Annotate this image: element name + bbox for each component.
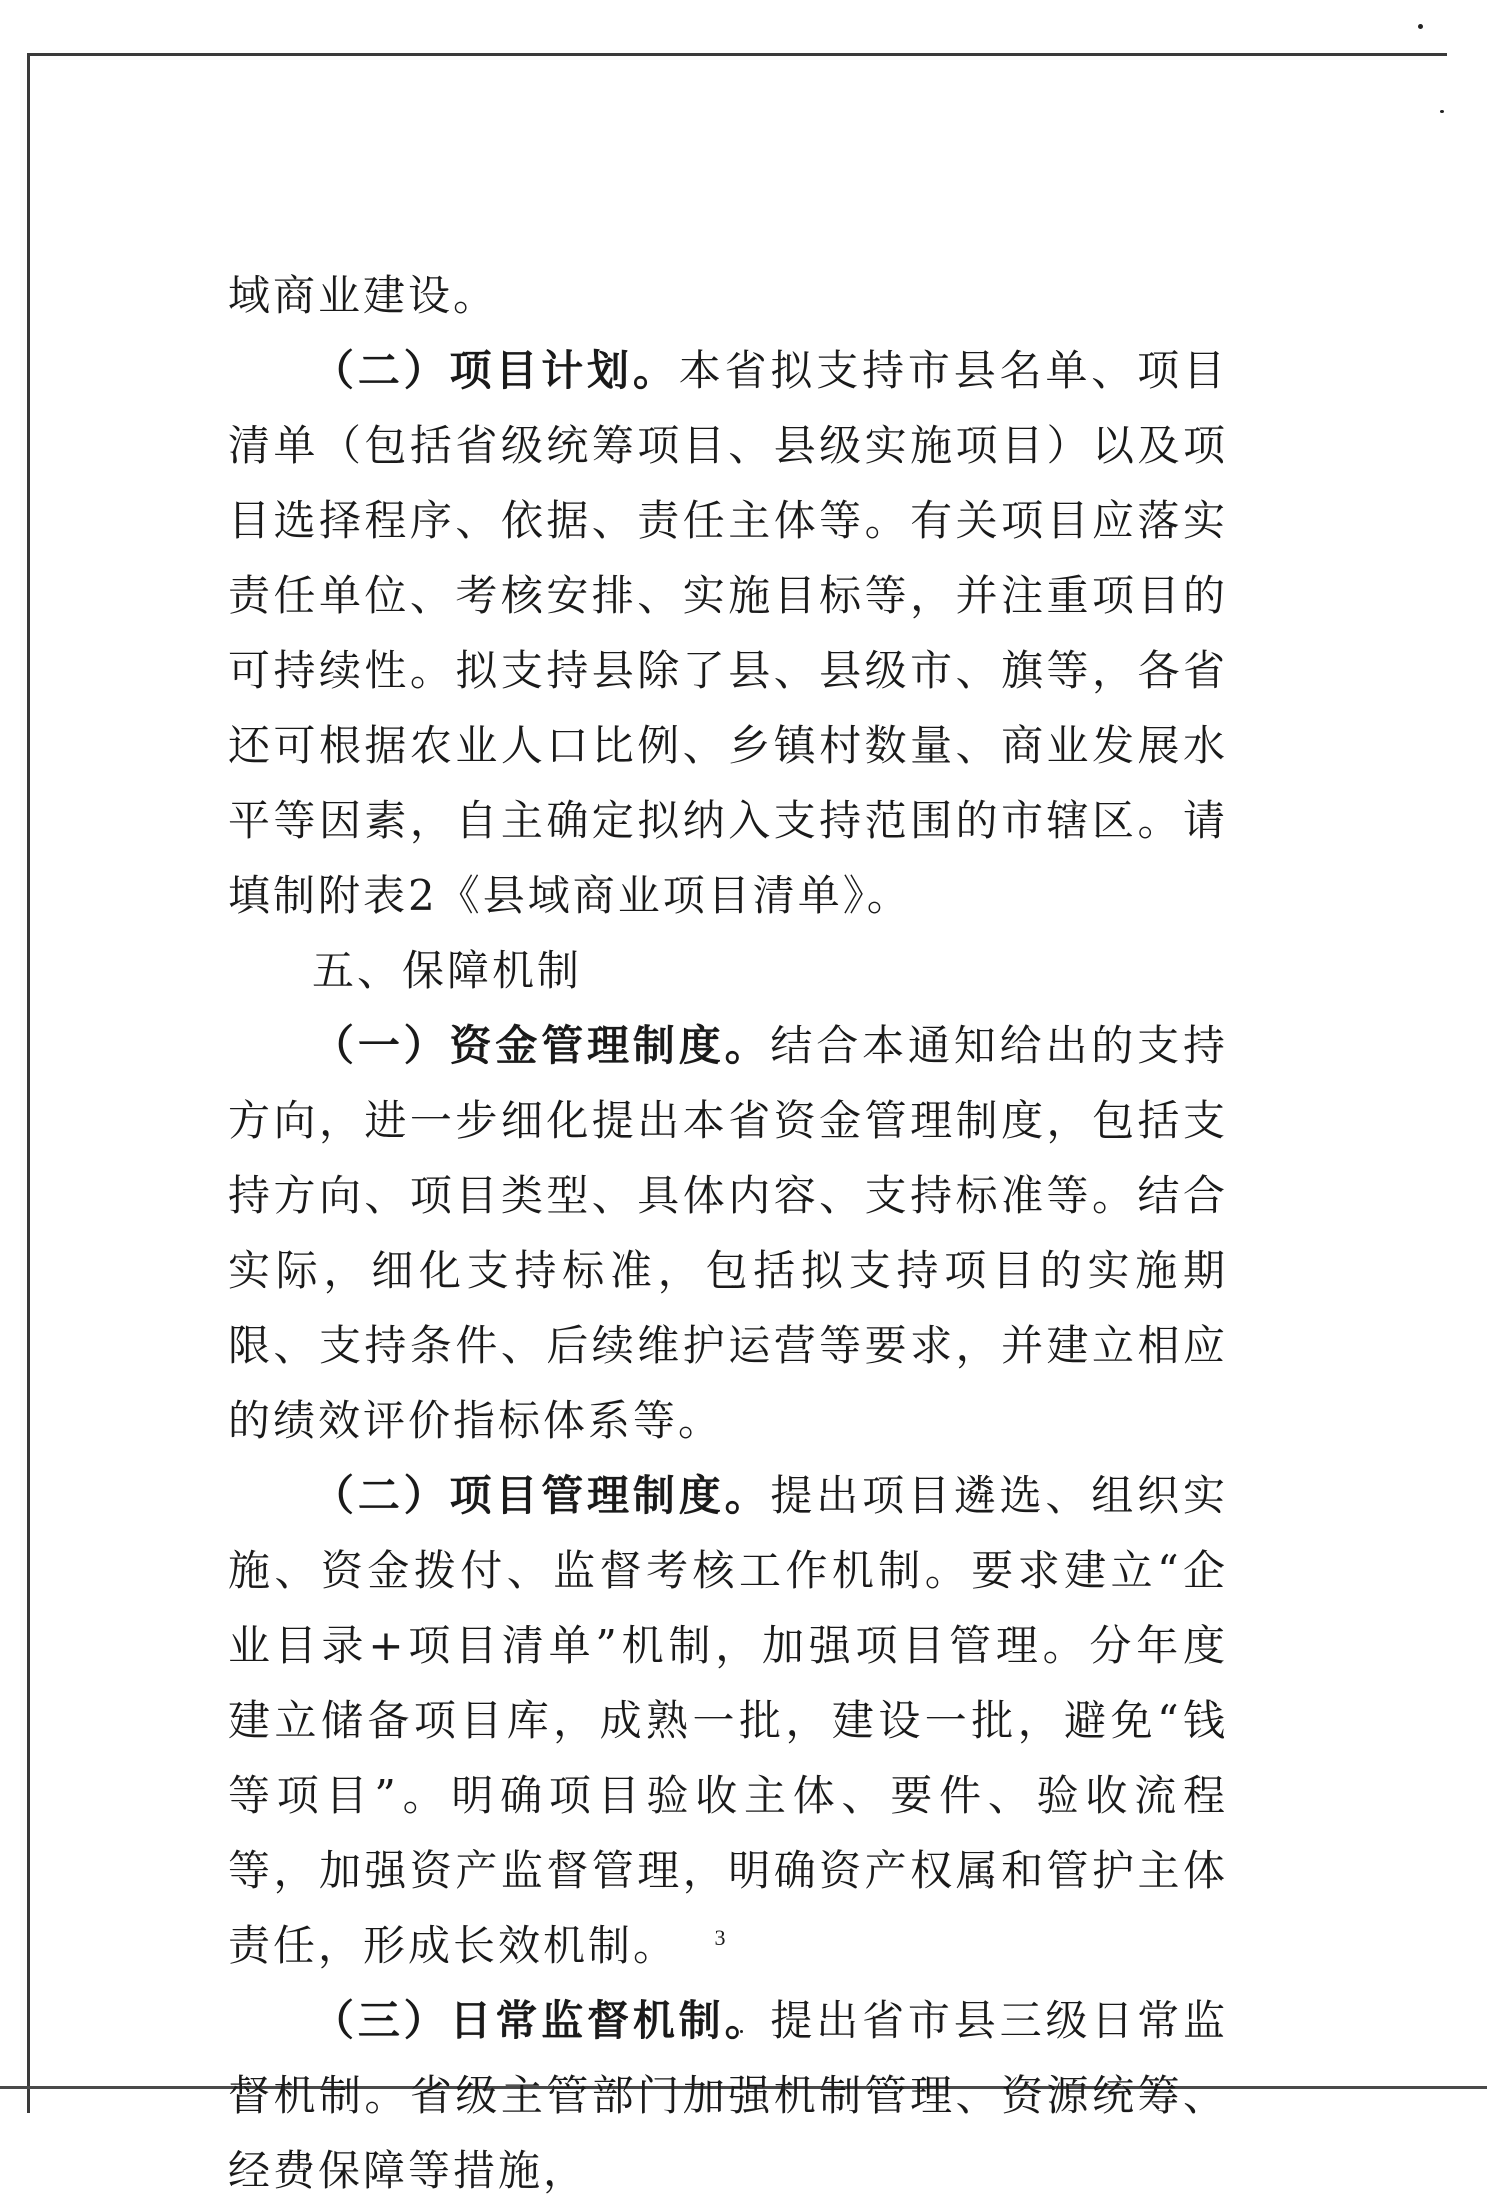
scan-speck — [1418, 24, 1423, 29]
paragraph-text: 结合本通知给出的支持方向，进一步细化提出本省资金管理制度，包括支持方向、项目类型、具体内容、支持标准等。结合实际，细化支持标准，包括拟支持项目的实施期限、支持条件、后续维护运营等要求，并建立相应的绩效评价指标体系等。 — [228, 1021, 1228, 1445]
paragraph-project-management — [228, 1458, 1228, 1983]
paragraph-lead: （一）资金管理制度。 — [312, 1021, 771, 1070]
paragraph-text: 提出省市县三级日常监督机制。省级主管部门加强机制管理、资源统筹、经费保障等措施， — [228, 1996, 1228, 2195]
section-heading: 五、保障机制 — [312, 946, 583, 995]
continuation-line: 域商业建设。 — [228, 271, 499, 320]
paragraph-daily-supervision — [228, 1983, 1228, 2208]
paragraph-fund-management — [228, 1008, 1228, 1458]
paragraph-lead: （二）项目计划。 — [312, 346, 679, 395]
paragraph-lead: （二）项目管理制度。 — [312, 1471, 771, 1520]
scan-speck — [1440, 110, 1444, 113]
page-number: 3 — [714, 1925, 726, 1950]
paragraph-project-plan — [228, 333, 1228, 933]
document-body — [228, 258, 1228, 2208]
paragraph-text: 提出项目遴选、组织实施、资金拨付、监督考核工作机制。要求建立“企业目录+项目清单”机制，加强项目管理。分年度建立储备项目库，成熟一批，建设一批，避免“钱等项目”。明确项目验收主体、要件、验收流程等，加强资产监督管理，明确资产权属和管护主体责任，形成长效机制。 — [228, 1471, 1228, 1970]
paragraph-text: 本省拟支持市县名单、项目清单（包括省级统筹项目、县级实施项目）以及项目选择程序、依据、责任主体等。有关项目应落实责任单位、考核安排、实施目标等，并注重项目的可持续性。拟支持县除了县、县级市、旗等，各省还可根据农业人口比例、乡镇村数量、商业发展水平等因素，自主确定拟纳入支持范围的市辖区。请填制附表2《县域商业项目清单》。 — [228, 346, 1228, 920]
paragraph-lead: （三）日常监督机制。 — [312, 1996, 771, 2045]
